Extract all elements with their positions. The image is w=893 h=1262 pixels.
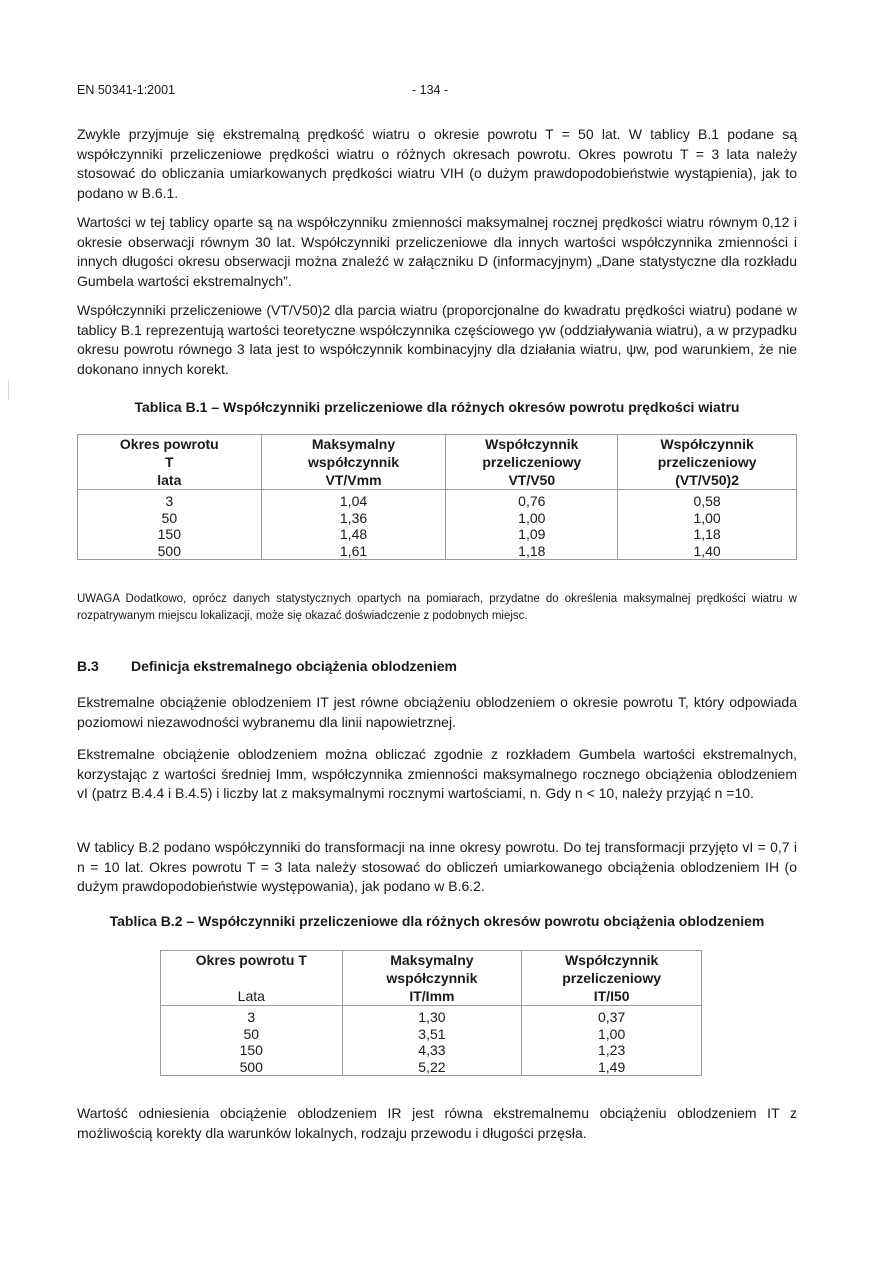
document-id: EN 50341-1:2001: [77, 83, 175, 97]
table-b1-header-conversion-factor-squared: Współczynnik przeliczeniowy (VT/V50)2: [618, 435, 797, 490]
table-b2-header-max-coefficient: Maksymalny współczynnik IT/Imm: [342, 951, 522, 1006]
paragraph-return-period-wind: Zwykle przyjmuje się ekstremalną prędkość wiatru o okresie powrotu T = 50 lat. W tablicy B.1 podane są współczynniki przeliczeniowe prędkości wiatru o różnych okresach powrotu. Okres powrotu T = 3 lata należy stosować do obliczania umiarkowanych prędkości wiatru VIH (o dużym prawdopodobieństwie wystąpienia), jak to podano w B.6.1.: [77, 126, 797, 201]
table-b1-header-max-coefficient: Maksymalny współczynnik VT/Vmm: [261, 435, 446, 490]
table-row: 3 1,04 0,76 0,58: [78, 490, 797, 510]
table-row: 150 4,33 1,23: [161, 1042, 702, 1059]
paragraph-wind-pressure-factors: Współczynniki przeliczeniowe (VT/V50)2 dla parcia wiatru (proporcjonalne do kwadratu prędkości wiatru) podane w tablicy B.1 reprezentują wartości teoretyczne współczynnika częściowego γw (oddziaływania wiatru), a w przypadku okresu powrotu równego 3 lata jest to współczynnik kombinacyjny dla działania wiatru, ψw, pod warunkiem, że nie dokonano innych korekt.: [77, 302, 797, 377]
table-b1: [77, 434, 797, 560]
table-row: 50 1,36 1,00 1,00: [78, 510, 797, 527]
table-row: 150 1,48 1,09 1,18: [78, 526, 797, 543]
table-row: 500 5,22 1,49: [161, 1059, 702, 1076]
paragraph-table-basis: Wartości w tej tablicy oparte są na współczynniku zmienności maksymalnej rocznej prędkości wiatru równym 0,12 i okresie obserwacji równym 30 lat. Współczynniki przeliczeniowe dla innych wartości współczynnika zmienności i innych długości okresu obserwacji można znaleźć w załączniku D (informacyjnym) „Dane statystyczne dla rozkładu Gumbela wartości ekstremalnych”.: [77, 214, 797, 289]
paragraph-reference-ice-load: Wartość odniesienia obciążenie oblodzeniem IR jest równa ekstremalnemu obciążeniu oblodzeniem IT z możliwością korekty dla warunków lokalnych, rodzaju przewodu i długości przęsła.: [77, 1105, 797, 1141]
table-b2-header-conversion-factor: Współczynnik przeliczeniowy IT/I50: [522, 951, 702, 1006]
table-b1-caption: Tablica B.1 – Współczynniki przeliczeniowe dla różnych okresów powrotu prędkości wiatru: [134, 399, 740, 415]
table-b2-header-return-period: Okres powrotu T Lata: [161, 951, 343, 1006]
section-heading-b3: [77, 658, 457, 674]
paragraph-table-b2-intro: W tablicy B.2 podano współczynniki do transformacji na inne okresy powrotu. Do tej transformacji przyjęto vI = 0,7 i n = 10 lat. Okres powrotu T = 3 lata należy stosować do obliczeń umiarkowanego obciążenia oblodzeniem IH (o dużym prawdopodobieństwie występowania), jak podano w B.6.2.: [77, 839, 797, 894]
table-row: 50 3,51 1,00: [161, 1026, 702, 1043]
scan-edge-mark: [8, 380, 9, 400]
table-row: 3 1,30 0,37: [161, 1006, 702, 1026]
table-row: 500 1,61 1,18 1,40: [78, 543, 797, 560]
page-number: - 134 -: [412, 83, 449, 97]
note-uwaga: UWAGA Dodatkowo, oprócz danych statystycznych opartych na pomiarach, przydatne do określenia maksymalnej prędkości wiatru w rozpatrywanym miejscu lokalizacji, może się okazać doświadczenie z podobnych miejsc.: [77, 593, 797, 622]
section-number: B.3: [77, 658, 99, 674]
section-title: Definicja ekstremalnego obciążenia oblodzeniem: [131, 658, 457, 674]
paragraph-extreme-ice-load: Ekstremalne obciążenie oblodzeniem IT jest równe obciążeniu oblodzeniem o okresie powrotu T, który odpowiada poziomowi niezawodności wybranemu dla linii napowietrznej.: [77, 694, 797, 730]
table-b2: [160, 950, 702, 1076]
paragraph-gumbel-ice: Ekstremalne obciążenie oblodzeniem można obliczać zgodnie z rozkładem Gumbela wartości ekstremalnych, korzystając z wartości średniej Imm, współczynnika zmienności maksymalnego rocznego obciążenia oblodzeniem vI (patrz B.4.4 i B.4.5) i liczby lat z maksymalnymi rocznymi wartościami, n. Gdy n < 10, należy przyjąć n =10.: [77, 746, 797, 801]
table-b2-caption: Tablica B.2 – Współczynniki przeliczeniowe dla różnych okresów powrotu obciążenia oblodzeniem: [109, 913, 765, 929]
table-b1-header-conversion-factor: Współczynnik przeliczeniowy VT/V50: [446, 435, 618, 490]
page-header: [77, 83, 797, 101]
table-b1-header-return-period: Okres powrotu T lata: [78, 435, 262, 490]
